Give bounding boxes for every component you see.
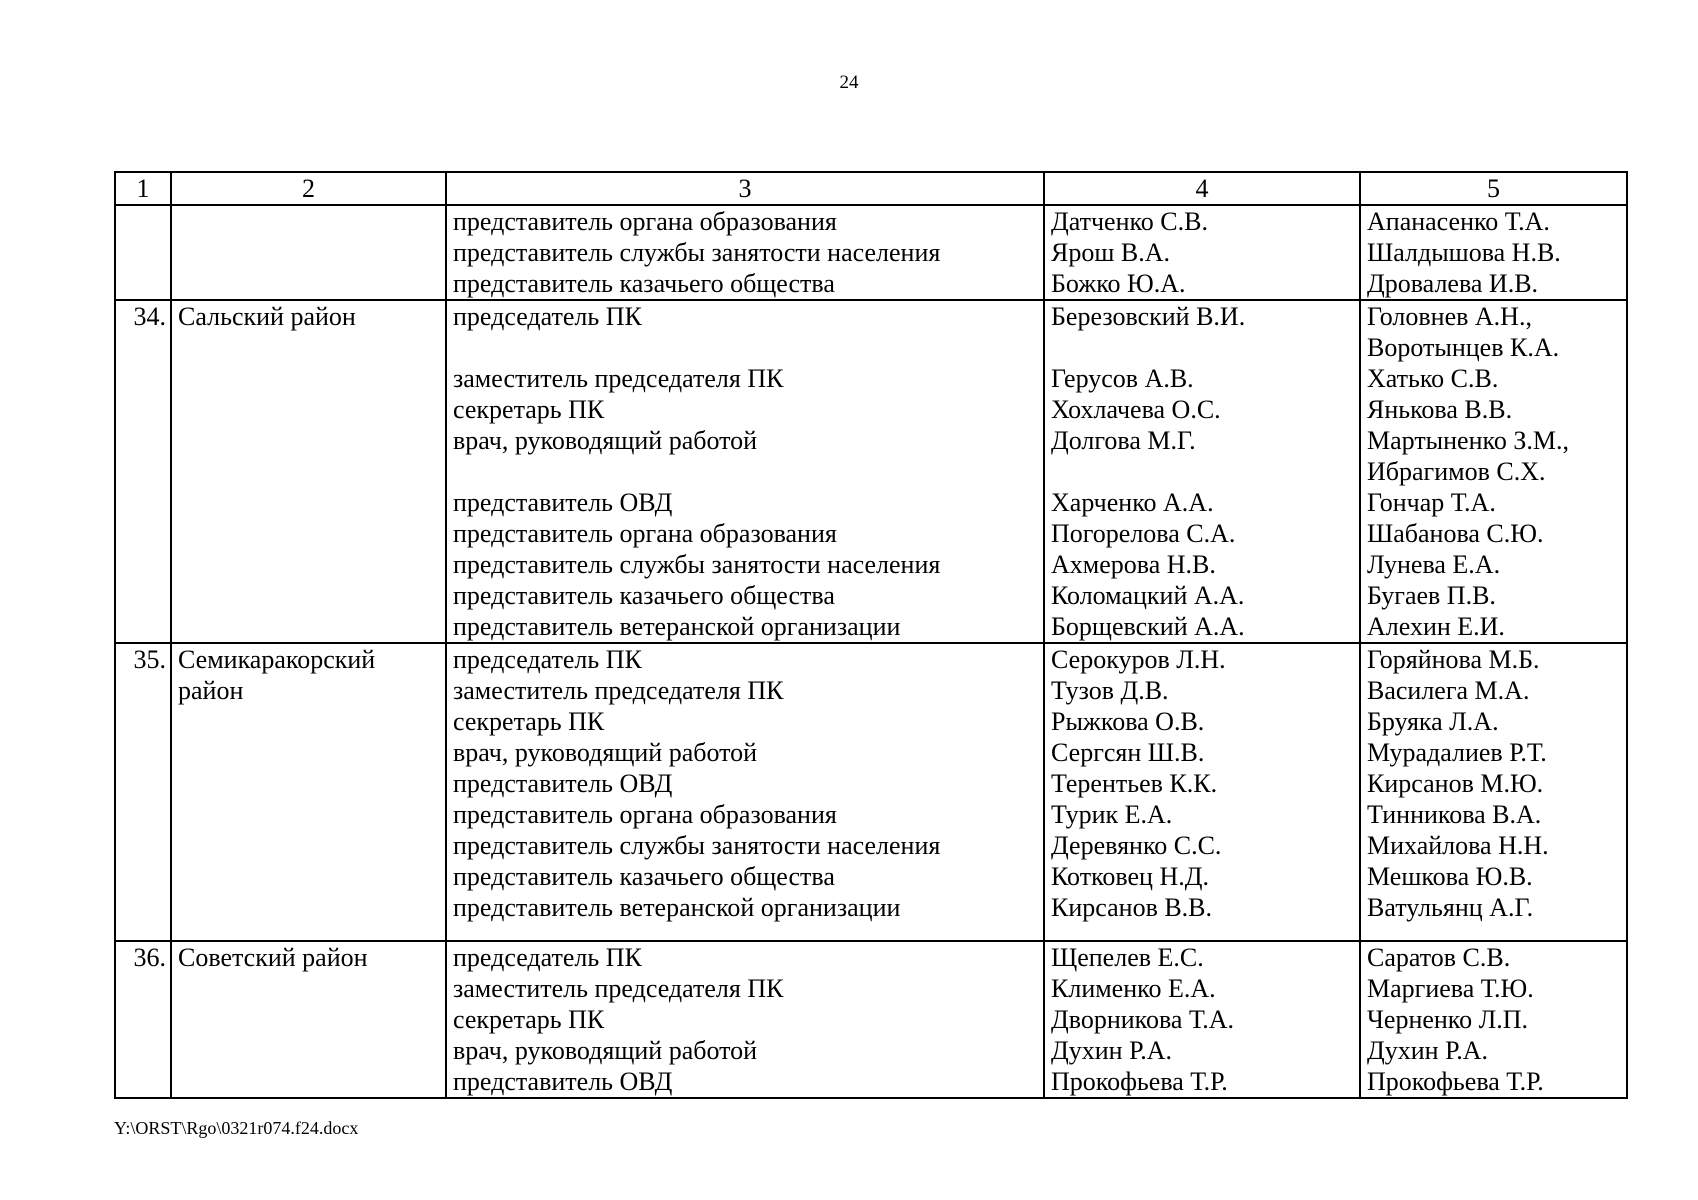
cell-line: представитель службы занятости населения — [453, 238, 941, 267]
cell-line: председатель ПК — [453, 943, 642, 972]
cell-line: секретарь ПК — [453, 395, 605, 424]
cell-line: представитель органа образования — [453, 800, 837, 829]
cell-line: представитель казачьего общества — [453, 862, 835, 891]
cell-line: председатель ПК — [453, 302, 642, 331]
cell-line — [453, 332, 1043, 363]
row-number: 36. — [115, 941, 171, 1098]
cell-line: Духин Р.А. — [1367, 1036, 1489, 1065]
cell-line: Головнев А.Н., — [1367, 302, 1532, 331]
cell-line: Семикаракорский — [178, 645, 376, 674]
cell-line: Харченко А.А. — [1051, 488, 1214, 517]
header-row — [115, 172, 1627, 205]
cell-line: Хохлачева О.С. — [1051, 395, 1221, 424]
cell-line: Шабанова С.Ю. — [1367, 519, 1544, 548]
cell-line: Прокофьева Т.Р. — [1051, 1067, 1228, 1096]
cell-line: Терентьев К.К. — [1051, 769, 1218, 798]
cell-line: Борщевский А.А. — [1051, 612, 1245, 641]
cell-line: Прокофьева Т.Р. — [1367, 1067, 1544, 1096]
row-number: 35. — [115, 643, 171, 941]
cell-line: секретарь ПК — [453, 707, 605, 736]
member-cell — [1044, 643, 1360, 941]
member-cell — [1044, 941, 1360, 1098]
cell-line: Турик Е.А. — [1051, 800, 1173, 829]
cell-line: Бугаев П.В. — [1367, 581, 1496, 610]
cell-line: Серокуров Л.Н. — [1051, 645, 1226, 674]
reserve-cell — [1360, 205, 1627, 300]
cell-line: врач, руководящий работой — [453, 738, 758, 767]
cell-line: заместитель председателя ПК — [453, 974, 784, 1003]
cell-line: Герусов А.В. — [1051, 364, 1194, 393]
cell-line — [453, 456, 1043, 487]
row-number — [115, 205, 171, 300]
cell-line: заместитель председателя ПК — [453, 676, 784, 705]
cell-line: секретарь ПК — [453, 1005, 605, 1034]
cell-line: представитель ОВД — [453, 769, 673, 798]
cell-line: Сергсян Ш.В. — [1051, 738, 1205, 767]
cell-line: Божко Ю.А. — [1051, 269, 1186, 298]
cell-line: Гончар Т.А. — [1367, 488, 1496, 517]
cell-line: представитель ОВД — [453, 1067, 673, 1096]
district-cell — [171, 300, 446, 643]
district-row-34 — [115, 300, 1627, 643]
cell-line: Долгова М.Г. — [1051, 426, 1196, 455]
file-path-footer: Y:\ORST\Rgo\0321r074.f24.docx — [114, 1118, 359, 1138]
position-cell — [446, 205, 1044, 300]
header-col-1: 1 — [115, 172, 171, 205]
cell-line: Советский район — [178, 943, 368, 972]
position-cell — [446, 643, 1044, 941]
cell-line: Тузов Д.В. — [1051, 676, 1169, 705]
header-col-3: 3 — [446, 172, 1044, 205]
cell-line: представитель органа образования — [453, 519, 837, 548]
district-cell — [171, 941, 446, 1098]
cell-line: Михайлова Н.Н. — [1367, 831, 1549, 860]
district-row-35 — [115, 643, 1627, 941]
cell-line: врач, руководящий работой — [453, 426, 758, 455]
row-number: 34. — [115, 300, 171, 643]
commission-table — [114, 171, 1628, 1099]
cell-line: врач, руководящий работой — [453, 1036, 758, 1065]
reserve-cell — [1360, 941, 1627, 1098]
position-cell — [446, 941, 1044, 1098]
cell-line: Бруяка Л.А. — [1367, 707, 1499, 736]
cell-line: представитель ветеранской организации — [453, 612, 901, 641]
cell-line: Мешкова Ю.В. — [1367, 862, 1533, 891]
cell-line: Котковец Н.Д. — [1051, 862, 1209, 891]
cell-line: Ярош В.А. — [1051, 238, 1170, 267]
cell-line: район — [178, 676, 244, 705]
cell-line: Лунева Е.А. — [1367, 550, 1501, 579]
cell-line: Ватульянц А.Г. — [1367, 893, 1534, 922]
cell-line: представитель ветеранской организации — [453, 893, 901, 922]
cell-line: Василега М.А. — [1367, 676, 1530, 705]
continuation-row — [115, 205, 1627, 300]
cell-line: Рыжкова О.В. — [1051, 707, 1205, 736]
cell-line: Черненко Л.П. — [1367, 1005, 1529, 1034]
cell-line: Мартыненко З.М., — [1367, 426, 1569, 455]
member-cell — [1044, 205, 1360, 300]
cell-line: Березовский В.И. — [1051, 302, 1246, 331]
cell-line: Шалдышова Н.В. — [1367, 238, 1561, 267]
reserve-cell — [1360, 643, 1627, 941]
cell-line: Маргиева Т.Ю. — [1367, 974, 1534, 1003]
cell-line: Янькова В.В. — [1367, 395, 1513, 424]
cell-line: Духин Р.А. — [1051, 1036, 1173, 1065]
reserve-cell — [1360, 300, 1627, 643]
cell-line: Тинникова В.А. — [1367, 800, 1542, 829]
position-cell — [446, 300, 1044, 643]
cell-line: Сальский район — [178, 302, 356, 331]
page-number: 24 — [839, 72, 859, 93]
cell-line: Дворникова Т.А. — [1051, 1005, 1235, 1034]
cell-line: представитель органа образования — [453, 207, 837, 236]
header-col-2: 2 — [171, 172, 446, 205]
header-col-5: 5 — [1360, 172, 1627, 205]
cell-line — [1051, 456, 1359, 487]
cell-line: Алехин Е.И. — [1367, 612, 1505, 641]
cell-line: представитель казачьего общества — [453, 581, 835, 610]
cell-line: Саратов С.В. — [1367, 943, 1511, 972]
cell-line: Датченко С.В. — [1051, 207, 1208, 236]
cell-line: Горяйнова М.Б. — [1367, 645, 1540, 674]
district-row-36 — [115, 941, 1627, 1098]
cell-line: Мурадалиев Р.Т. — [1367, 738, 1547, 767]
cell-line: Клименко Е.А. — [1051, 974, 1216, 1003]
cell-line: представитель службы занятости населения — [453, 550, 941, 579]
district-cell — [171, 643, 446, 941]
cell-line: Кирсанов М.Ю. — [1367, 769, 1544, 798]
cell-line: Коломацкий А.А. — [1051, 581, 1245, 610]
header-col-4: 4 — [1044, 172, 1360, 205]
cell-line: Щепелев Е.С. — [1051, 943, 1204, 972]
member-cell — [1044, 300, 1360, 643]
cell-line: Ибрагимов С.Х. — [1367, 457, 1546, 486]
cell-line: Деревянко С.С. — [1051, 831, 1222, 860]
cell-line: заместитель председателя ПК — [453, 364, 784, 393]
cell-line: Дровалева И.В. — [1367, 269, 1539, 298]
cell-line: Воротынцев К.А. — [1367, 333, 1560, 362]
cell-line: представитель ОВД — [453, 488, 673, 517]
cell-line: Хатько С.В. — [1367, 364, 1499, 393]
district-cell — [171, 205, 446, 300]
cell-line — [1051, 332, 1359, 363]
cell-line: председатель ПК — [453, 645, 642, 674]
cell-line: представитель службы занятости населения — [453, 831, 941, 860]
cell-line: Ахмерова Н.В. — [1051, 550, 1216, 579]
cell-line: Апанасенко Т.А. — [1367, 207, 1550, 236]
cell-line: Кирсанов В.В. — [1051, 893, 1213, 922]
cell-line: представитель казачьего общества — [453, 269, 835, 298]
cell-line: Погорелова С.А. — [1051, 519, 1236, 548]
